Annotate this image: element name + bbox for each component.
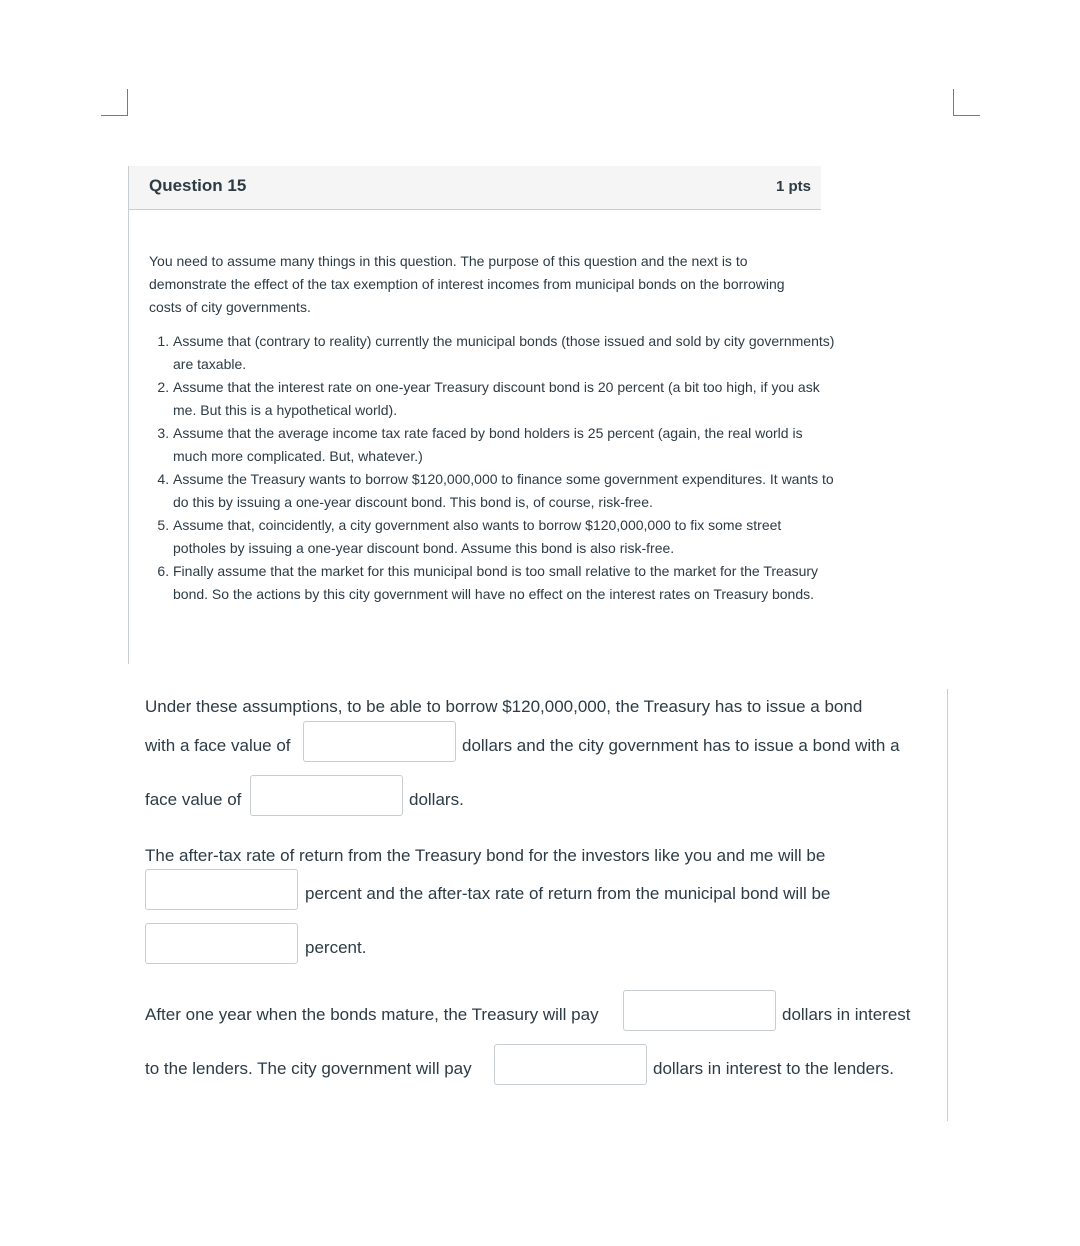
treasury-face-value-input[interactable] [303, 721, 456, 762]
question-header [129, 166, 821, 210]
assumption-item: 1. Assume that (contrary to reality) currently the municipal bonds (those issued and sold by city governments) are taxable. [173, 330, 837, 376]
assumption-item: 2. Assume that the interest rate on one-year Treasury discount bond is 20 percent (a bit too high, if you ask me. But this is a hypothetical world). [173, 376, 837, 422]
answer-text: The after-tax rate of return from the Treasury bond for the investors like you and me will be [145, 846, 826, 865]
question-title: Question 15 [149, 176, 247, 195]
answer-text: with a face value of [145, 736, 291, 755]
assumption-item: 5. Assume that, coincidently, a city government also wants to borrow $120,000,000 to fix some street potholes by issuing a one-year discount bond. Assume this bond is also risk-free. [173, 514, 837, 560]
answer-text: percent and the after-tax rate of return from the municipal bond will be [305, 884, 831, 903]
answer-text: dollars in interest to the lenders. [653, 1059, 894, 1078]
answer-text: dollars in interest [782, 1005, 911, 1024]
answer-text: face value of [145, 790, 242, 809]
answer-text: Under these assumptions, to be able to borrow $120,000,000, the Treasury has to issue a bond [145, 697, 863, 716]
city-face-value-input[interactable] [250, 775, 403, 816]
answer-text: dollars. [409, 790, 464, 809]
question-points: 1 pts [775, 178, 811, 195]
assumption-item: 6. Finally assume that the market for this municipal bond is too small relative to the market for the Treasury bond. So the actions by this city government will have no effect on the interest rates on Treasury bonds. [173, 560, 837, 606]
assumption-item: 4. Assume the Treasury wants to borrow $120,000,000 to finance some government expenditures. It wants to do this by issuing a one-year discount bond. This bond is, of course, risk-free. [173, 468, 837, 514]
answer-text: dollars and the city government has to issue a bond with a [462, 736, 900, 755]
crop-mark-top-right [953, 89, 980, 116]
crop-mark-top-left [101, 89, 128, 116]
assumption-item: 3. Assume that the average income tax rate faced by bond holders is 25 percent (again, the real world is much more complicated. But, whatever.) [173, 422, 837, 468]
municipal-after-tax-return-input[interactable] [145, 923, 298, 964]
treasury-after-tax-return-input[interactable] [145, 869, 298, 910]
answer-text: percent. [305, 938, 367, 957]
treasury-interest-input[interactable] [623, 990, 776, 1031]
assumption-list [149, 330, 837, 606]
city-interest-input[interactable] [494, 1044, 647, 1085]
question-intro: You need to assume many things in this question. The purpose of this question and the next is to demonstrate the effect of the tax exemption of interest incomes from municipal bonds on the borrowing costs of city governments. [149, 253, 785, 315]
answer-section-divider [947, 689, 948, 1121]
answer-text: After one year when the bonds mature, the Treasury will pay [145, 1005, 599, 1024]
question-card [128, 166, 835, 664]
answer-text: to the lenders. The city government will pay [145, 1059, 472, 1078]
